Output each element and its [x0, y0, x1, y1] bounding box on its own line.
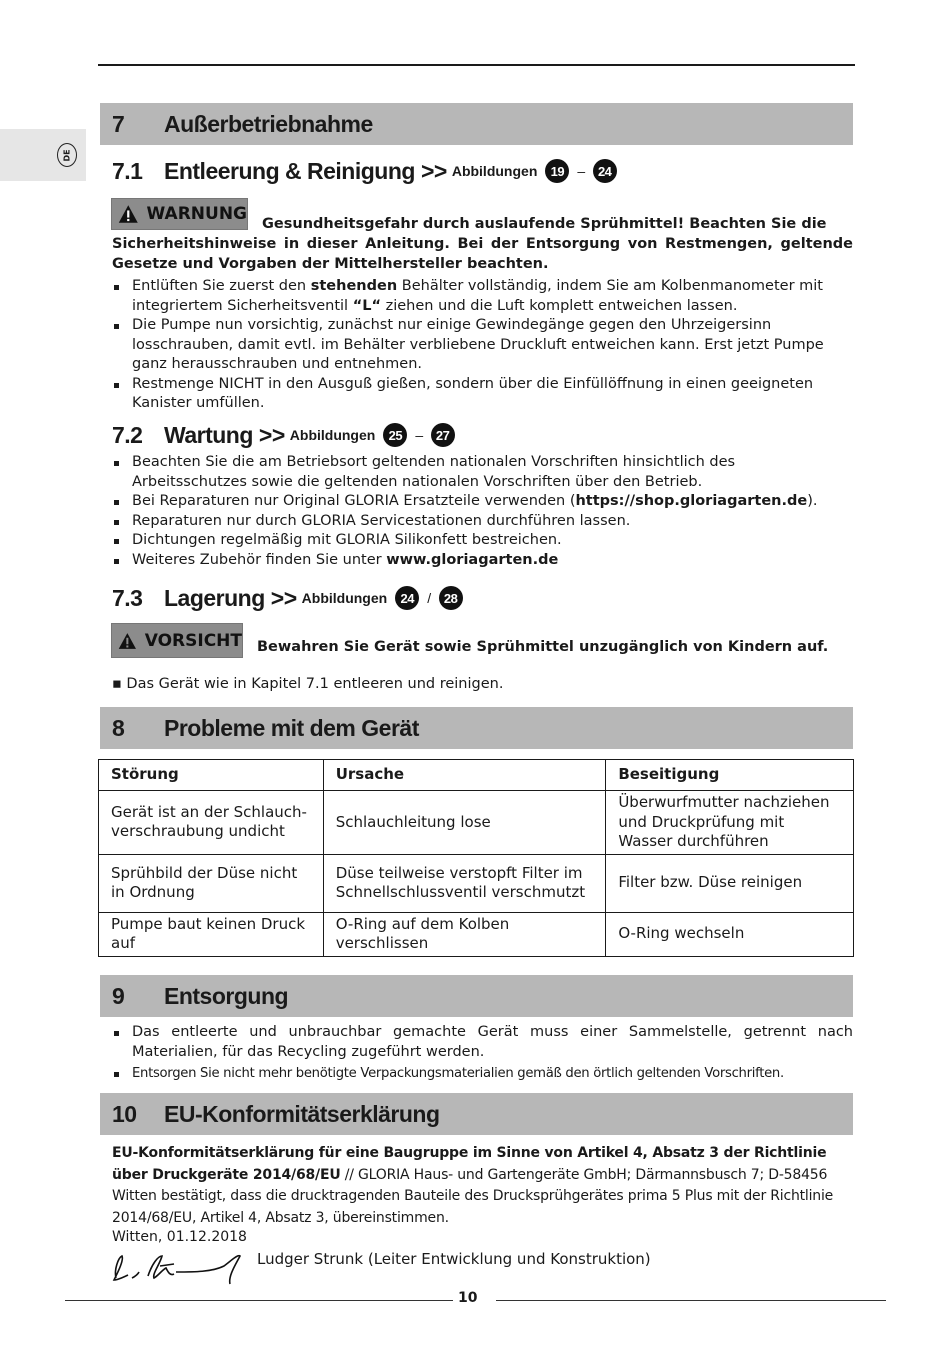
- caution-badge: [111, 623, 243, 658]
- table-cell: Düse teilweise verstopft Filter im Schnellschlussventil verschmutzt: [323, 854, 606, 912]
- warning-text-rest: Sicherheitshinweise in dieser Anleitung. Bei der Entsorgung von Restmengen, geltende Gesetze und Vorgaben der Mittelhersteller beachten.: [112, 236, 853, 272]
- warning-text-first: Gesundheitsgefahr durch auslaufende Sprühmittel! Beachten Sie die: [262, 216, 827, 232]
- section-title: Probleme mit dem Gerät: [164, 714, 419, 741]
- figures-label: Abbildungen: [451, 163, 538, 179]
- figure-separator: –: [415, 427, 423, 443]
- table-row: [99, 912, 854, 956]
- subsection-title: Lagerung: [164, 584, 265, 611]
- language-badge: [57, 143, 77, 167]
- figures-label: Abbildungen: [301, 590, 388, 606]
- arrows-marker: >>: [420, 157, 447, 184]
- figure-ref-badge: 24: [395, 586, 419, 610]
- language-code: DE: [62, 148, 72, 162]
- subsection-number: 7.2: [112, 421, 143, 448]
- caution-triangle-icon: [118, 629, 137, 653]
- table-cell: Gerät ist an der Schlauch-verschraubung undicht: [99, 791, 324, 855]
- section-number: 7: [112, 110, 125, 137]
- section-7-3-note: ▪ Das Gerät wie in Kapitel 7.1 entleeren und reinigen.: [112, 676, 504, 692]
- column-header: Ursache: [323, 760, 606, 791]
- figure-ref-badge: 19: [545, 159, 569, 183]
- section-title: Entsorgung: [164, 982, 289, 1009]
- warning-badge: [111, 198, 248, 230]
- subsection-number: 7.3: [112, 584, 143, 611]
- list-item: Dichtungen regelmäßig mit GLORIA Silikonfett bestreichen.: [112, 531, 853, 551]
- list-item: Beachten Sie die am Betriebsort geltenden nationalen Vorschriften hinsichtlich des Arbeitsschutzes sowie die geltenden nationalen Vorschriften über den Betrieb.: [112, 453, 853, 492]
- page-number: 10: [458, 1290, 478, 1306]
- subsection-title: Wartung: [164, 421, 253, 448]
- table-header-row: [99, 760, 854, 791]
- list-item: Restmenge NICHT in den Ausguß gießen, sondern über die Einfüllöffnung in einen geeigneten Kanister umfüllen.: [112, 375, 853, 414]
- figures-label: Abbildungen: [289, 427, 376, 443]
- caution-label: VORSICHT: [144, 630, 242, 651]
- section-number: 10: [112, 1100, 137, 1127]
- section-title: Außerbetriebnahme: [164, 110, 373, 137]
- list-item: Reparaturen nur durch GLORIA Servicestationen durchführen lassen.: [112, 512, 853, 532]
- caution-text: Bewahren Sie Gerät sowie Sprühmittel unzugänglich von Kindern auf.: [257, 639, 829, 655]
- subsection-7-3-heading: [112, 583, 463, 613]
- table-cell: O-Ring auf dem Kolben verschlissen: [323, 912, 606, 956]
- section-8-heading: [100, 707, 853, 749]
- subsection-number: 7.1: [112, 157, 143, 184]
- table-row: [99, 791, 854, 855]
- table-cell: Pumpe baut keinen Druck auf: [99, 912, 324, 956]
- footer-rule-left: [65, 1300, 453, 1301]
- warning-label: WARNUNG: [146, 204, 247, 224]
- figure-ref-badge: 24: [593, 159, 617, 183]
- subsection-7-1-heading: [112, 156, 617, 186]
- troubleshooting-table: [98, 759, 854, 957]
- subsection-title: Entleerung & Reinigung: [164, 157, 415, 184]
- figure-ref-badge: 27: [431, 423, 455, 447]
- section-number: 8: [112, 714, 125, 741]
- warning-triangle-icon: [118, 202, 139, 226]
- arrows-marker: >>: [258, 421, 285, 448]
- figure-separator: /: [427, 590, 431, 606]
- header-rule: [98, 64, 855, 66]
- table-cell: O-Ring wechseln: [606, 912, 854, 956]
- table-cell: Überwurfmutter nachziehen und Druckprüfung mit Wasser durchführen: [606, 791, 854, 855]
- table-cell: Schlauchleitung lose: [323, 791, 606, 855]
- table-cell: Sprühbild der Düse nicht in Ordnung: [99, 854, 324, 912]
- section-7-heading: [100, 103, 853, 145]
- section-10-heading: [100, 1093, 853, 1135]
- footer-rule-right: [496, 1300, 886, 1301]
- table-row: [99, 854, 854, 912]
- section-9-bullets: [112, 1023, 853, 1084]
- signature: [108, 1250, 248, 1288]
- section-7-2-bullets: [112, 453, 853, 570]
- arrows-marker: >>: [270, 584, 297, 611]
- declaration-text: EU-Konformitätserklärung für eine Baugruppe im Sinne von Artikel 4, Absatz 3 der Richtlinie über Druckgeräte 2014/68/EU // GLORIA Haus- und Gartengeräte GmbH; Därmannsbusch 7; D-58456 Witten bestätigt, dass die drucktragenden Bauteile des Drucksprühgerätes prima 5 Plus mit der Richtlinie 2014/68/EU, Artikel 4, Absatz 3, übereinstimmen.: [112, 1145, 834, 1226]
- list-item: Die Pumpe nun vorsichtig, zunächst nur einige Gewindegänge gegen den Uhrzeigersinn losschrauben, damit evtl. im Behälter verbliebene Druckluft entweichen kann. Erst jetzt Pumpe ganz herausschrauben und entnehmen.: [112, 316, 853, 375]
- signer-name: Ludger Strunk (Leiter Entwicklung und Konstruktion): [257, 1250, 651, 1268]
- place-date: Witten, 01.12.2018: [112, 1229, 247, 1245]
- section-title: EU-Konformitätserklärung: [164, 1100, 440, 1127]
- list-item: Entlüften Sie zuerst den stehenden Behälter vollständig, indem Sie am Kolbenmanometer mit integriertem Sicherheitsventil “L“ ziehen und die Luft komplett entweichen lassen.: [112, 277, 853, 316]
- table-cell: Filter bzw. Düse reinigen: [606, 854, 854, 912]
- subsection-7-2-heading: [112, 420, 455, 450]
- list-item: Weiteres Zubehör finden Sie unter www.gloriagarten.de: [112, 551, 853, 571]
- list-item: Bei Reparaturen nur Original GLORIA Ersatzteile verwenden (https://shop.gloriagarten.de).: [112, 492, 853, 512]
- figure-ref-badge: 28: [439, 586, 463, 610]
- list-item: Entsorgen Sie nicht mehr benötigte Verpackungsmaterialien gemäß den örtlich geltenden Vorschriften.: [112, 1064, 853, 1084]
- column-header: Beseitigung: [606, 760, 854, 791]
- section-9-heading: [100, 975, 853, 1017]
- figure-ref-badge: 25: [383, 423, 407, 447]
- column-header: Störung: [99, 760, 324, 791]
- list-item: Das entleerte und unbrauchbar gemachte Gerät muss einer Sammelstelle, getrennt nach Materialien, für das Recycling zugeführt werden.: [112, 1023, 853, 1062]
- section-number: 9: [112, 982, 125, 1009]
- figure-separator: –: [577, 163, 585, 179]
- section-7-1-bullets: [112, 277, 853, 414]
